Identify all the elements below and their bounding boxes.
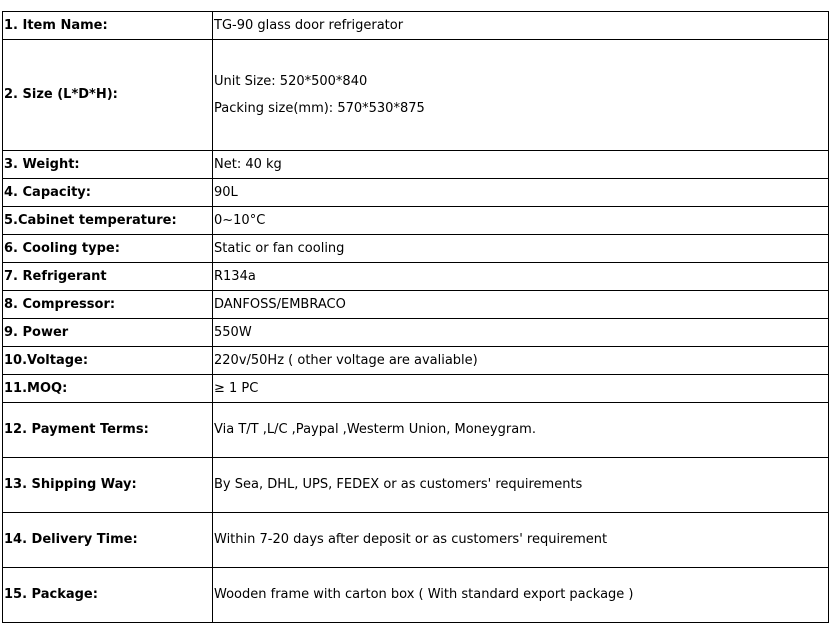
row-value	[213, 151, 829, 179]
value-line: Net: 40 kg	[214, 156, 282, 172]
value-line: ≥ 1 PC	[214, 380, 259, 396]
value-line: Static or fan cooling	[214, 240, 345, 256]
table-row-refrigerant	[3, 263, 829, 291]
value-line: Wooden frame with carton box ( With standard export package )	[214, 587, 634, 602]
row-value	[213, 207, 829, 235]
table-row-voltage	[3, 347, 829, 375]
row-value	[213, 263, 829, 291]
row-label: 14. Delivery Time:	[3, 513, 213, 568]
row-value	[213, 179, 829, 207]
row-value	[213, 375, 829, 403]
row-label: 9. Power	[3, 319, 213, 347]
table-row-delivery-time	[3, 513, 829, 568]
row-value	[213, 291, 829, 319]
table-row-power	[3, 319, 829, 347]
row-label: 11.MOQ:	[3, 375, 213, 403]
row-value	[213, 513, 829, 568]
value-line: 90L	[214, 184, 238, 200]
value-line: 0~10°C	[214, 212, 266, 228]
row-value	[213, 568, 829, 623]
table-row-compressor	[3, 291, 829, 319]
value-line: TG-90 glass door refrigerator	[214, 17, 404, 33]
value-line: 550W	[214, 324, 252, 340]
table-row-size	[3, 40, 829, 151]
row-label: 10.Voltage:	[3, 347, 213, 375]
table-row-package	[3, 568, 829, 623]
row-label: 2. Size (L*D*H):	[3, 40, 213, 151]
row-label: 13. Shipping Way:	[3, 458, 213, 513]
table-row-capacity	[3, 179, 829, 207]
table-row-shipping-way	[3, 458, 829, 513]
row-value	[213, 12, 829, 40]
row-value	[213, 40, 829, 151]
row-label: 15. Package:	[3, 568, 213, 623]
row-label: 6. Cooling type:	[3, 235, 213, 263]
row-label: 5.Cabinet temperature:	[3, 207, 213, 235]
value-line: 220v/50Hz ( other voltage are avaliable)	[214, 352, 478, 368]
row-label: 8. Compressor:	[3, 291, 213, 319]
row-label: 1. Item Name:	[3, 12, 213, 40]
row-value	[213, 235, 829, 263]
row-value	[213, 458, 829, 513]
row-label: 4. Capacity:	[3, 179, 213, 207]
table-row-weight	[3, 151, 829, 179]
row-value	[213, 319, 829, 347]
row-label: 3. Weight:	[3, 151, 213, 179]
value-line: DANFOSS/EMBRACO	[214, 296, 346, 312]
table-row-item-name	[3, 12, 829, 40]
value-line: Packing size(mm): 570*530*875	[214, 100, 425, 116]
row-label: 12. Payment Terms:	[3, 403, 213, 458]
value-line: Via T/T ,L/C ,Paypal ,Westerm Union, Moneygram.	[214, 422, 536, 437]
spec-table	[2, 11, 829, 623]
table-row-cabinet-temperature	[3, 207, 829, 235]
value-line: By Sea, DHL, UPS, FEDEX or as customers' requirements	[214, 477, 583, 492]
value-line: Within 7-20 days after deposit or as customers' requirement	[214, 532, 608, 547]
table-row-moq	[3, 375, 829, 403]
table-row-payment-terms	[3, 403, 829, 458]
row-value	[213, 403, 829, 458]
row-label: 7. Refrigerant	[3, 263, 213, 291]
row-value	[213, 347, 829, 375]
value-line: R134a	[214, 268, 256, 284]
table-row-cooling-type	[3, 235, 829, 263]
value-line: Unit Size: 520*500*840	[214, 73, 368, 89]
